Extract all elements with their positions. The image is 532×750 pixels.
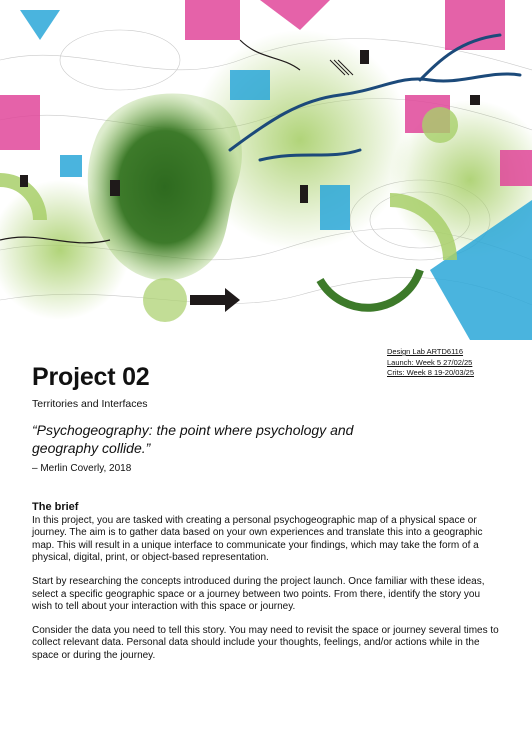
brief-heading: The brief <box>32 501 79 513</box>
page-title: Project 02 <box>32 363 150 391</box>
psychogeography-map-illustration <box>0 0 532 340</box>
course-meta <box>387 347 474 379</box>
brief-paragraph-2: Start by researching the concepts introduced during the project launch. Once familiar with these ideas, select a specific geographic space or a journey between two points. From there, identify the story you wish to tell about your interaction with this space or journey. <box>32 575 485 613</box>
launch-date: Launch: Week 5 27/02/25 <box>387 357 473 367</box>
crits-date: Crits: Week 8 19-20/03/25 <box>387 368 474 377</box>
brief-paragraph-1: In this project, you are tasked with creating a personal psychogeographic map of a physical space or journey. The aim is to gather data based on your own experiences and translate this into a geographic map. This will result in a unique interface to communicate your findings, which may take the form of a physical, digital, print, or object-based representation. <box>32 514 483 564</box>
quote: “Psychogeography: the point where psychology and geography collide.” <box>32 422 354 456</box>
page-subtitle: Territories and Interfaces <box>32 398 148 410</box>
brief-paragraph-3: Consider the data you need to tell this story. You may need to revisit the space or journey several times to collect relevant data. Personal data should include your thoughts, feelings, and/or actions while in the space or during the journey. <box>32 624 499 661</box>
course-code: Design Lab ARTD6116 <box>387 347 464 356</box>
quote-attribution: – Merlin Coverly, 2018 <box>32 463 132 474</box>
brief-section <box>32 501 502 674</box>
hero-map-artwork <box>0 0 532 340</box>
